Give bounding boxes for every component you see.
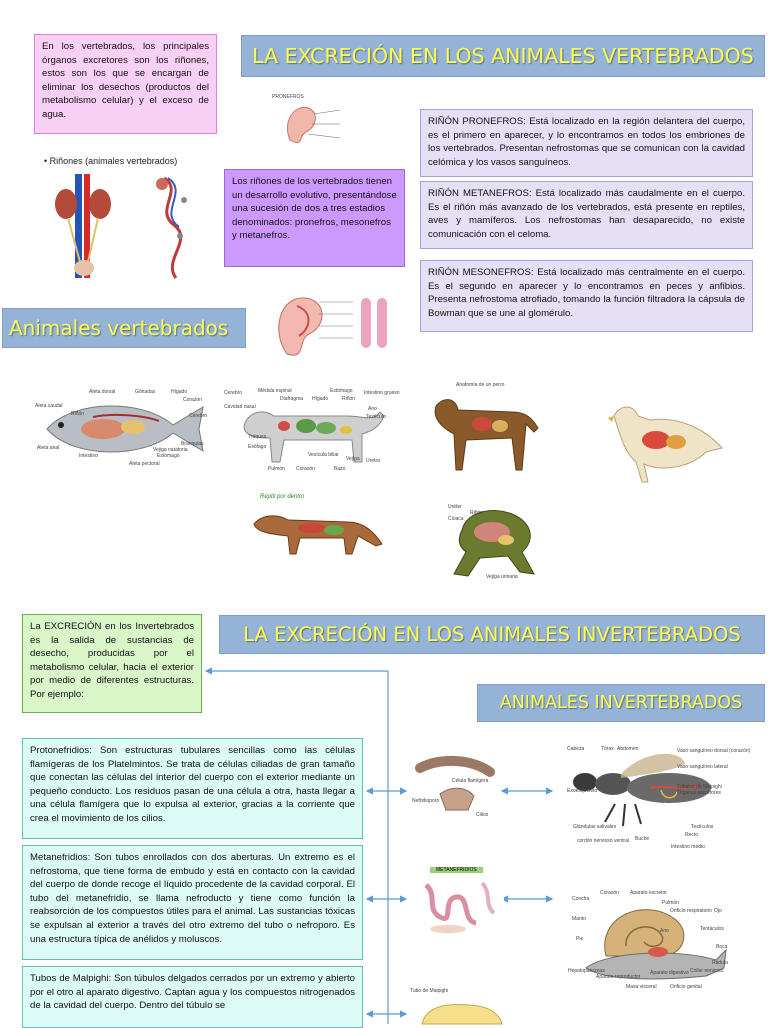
protonefridio-label: Cilios [476, 812, 489, 818]
cat-label: Estómago [330, 388, 353, 394]
invertebrate-title-banner [219, 615, 765, 654]
cat-label: Médula espinal [258, 388, 292, 394]
insect-label: Abdomen [617, 746, 639, 752]
snail-label: Ojo [714, 908, 722, 914]
dog-anatomy-figure [422, 378, 545, 484]
insect-label: Túbulos de Malpighi [677, 784, 722, 790]
dog-caption: Anatomía de un perro [456, 382, 505, 388]
insect-label: Glándulas salivales [573, 824, 617, 830]
cat-label: Cavidad nasal [224, 404, 256, 410]
fish-label: Aleta caudal [35, 403, 63, 409]
malpighi-text: Tubos de Malpighi: Son túbulos delgados cerrados por un extremo y abierto por el otro al aparato digestivo. Captan agua y los compuestos nitrogenados de la cavidad del cuerpo. Dentro del túbulo se [30, 973, 355, 1012]
pronefros-label: PRONEFROS [272, 94, 304, 100]
fish-label: Aleta anal [37, 445, 60, 451]
cat-label: Vesícula biliar [308, 452, 339, 458]
snail-label: Tentáculos [700, 926, 724, 932]
fish-label: Cerebro [189, 413, 208, 419]
snail-label: Aparato excretor [630, 890, 667, 896]
reptile-anatomy-figure [248, 492, 385, 570]
snail-label: Aparato digestivo [650, 970, 689, 976]
malpighi-figure [408, 986, 510, 1024]
cat-label: Pulmón [268, 466, 285, 472]
snail-label: Rádula [712, 960, 728, 966]
cat-label: Vejiga [346, 456, 360, 462]
insect-label: Buche [635, 836, 650, 842]
protonefridio-label: Nefridioporo [412, 798, 440, 804]
insect-label: cordón nervioso ventral [577, 838, 629, 844]
snail-label: Aparato reproductor [596, 974, 641, 980]
evolution-text: Los riñones de los vertebrados tienen un desarrollo evolutivo, presentándose una sucesión de dos a tres estadios denominados: pronefros, mesonefros y metanefros. [232, 176, 397, 242]
frog-label: Cloaca [448, 516, 464, 522]
vertebrate-title-banner [241, 35, 765, 77]
insect-label: Órganos excretores [677, 790, 721, 796]
invertebrate-subtitle: ANIMALES INVERTEBRADOS [499, 693, 743, 713]
metanefridios-text: Metanefridios: Son tubos enrollados con dos aberturas. Un extremo es el nefrostoma, que tiene forma de embudo y está en contacto con la cavidad del cuerpo de donde recoge el líquido procedente de la cavidad corporal. El tubo del metanefridio, se llama nefroducto y tiene como función la reabsorción de los compuestos útiles para el animal. Las sustancias tóxicas se expulsan al exterior a través del otro extremo del tubo o nefroporo. Es una estructura típica de anélidos y moluscos. [30, 852, 355, 945]
fish-anatomy-figure [33, 385, 209, 471]
frog-anatomy-figure [446, 500, 542, 582]
cat-label: Ano [368, 406, 377, 412]
mesonefros-box [420, 260, 753, 332]
insect-label: Tórax [601, 746, 614, 752]
invertebrate-title: LA EXCRECIÓN EN LOS ANIMALES INVERTEBRADOS [243, 623, 741, 646]
malpighi-box [22, 966, 363, 1028]
bird-anatomy-figure [590, 386, 734, 494]
snail-label: Masa visceral [626, 984, 657, 990]
insect-label: Vaso sanguíneo lateral [677, 764, 728, 770]
insect-label: Vaso sanguíneo dorsal (corazón) [677, 748, 751, 754]
snail-label: Boca [716, 944, 728, 950]
pronefros-text: RIÑÓN PRONEFROS: Está localizado en la región delantera del cuerpo, es el primero en aparecer, y lo encontramos en todos los embriones de los vertebrados. Presentan nefrostomas que se comunican con la cavidad celómica y los vasos sanguíneos. [428, 116, 745, 168]
embryo-kidney-figure [257, 284, 411, 370]
cat-label: Tráquea [248, 434, 267, 440]
reptile-caption: Reptil por dentro [260, 494, 305, 500]
fish-label: Gónadas [135, 389, 156, 395]
insect-label: Exoesqueleto [567, 788, 598, 794]
metanefridios-figure [412, 865, 504, 937]
vertebrate-intro-text: En los vertebrados, los principales órganos excretores son los riñones, estos son los que se encargan de eliminar los desechos (productos del metabolismo celular) y el exceso de agua. [42, 41, 209, 121]
kidney-caption: • Riñones (animales vertebrados) [44, 156, 178, 166]
mesonefros-text: RIÑÓN MESONEFROS: Está localizado más centralmente en el cuerpo. Es el segundo en aparecer y lo encontramos en peces y anfibios. Presenta nefrostoma atrofiado, tomando la función filtradora la cápsula de Bowman que se une al glomérulo. [428, 267, 745, 319]
insect-label: Testículos [691, 824, 714, 830]
cat-label: Hígado [312, 396, 329, 402]
insect-anatomy-figure [565, 744, 751, 854]
invertebrate-subtitle-banner [477, 684, 765, 722]
fish-label: Riñón [71, 411, 85, 417]
fish-label: Vejiga natatoria [153, 447, 188, 453]
protonefridio-label: Célula flamígera [452, 778, 489, 784]
frog-label: Vejiga urinaria [486, 574, 518, 580]
fish-label: Branquias [181, 441, 204, 447]
fish-label: Corazón [183, 397, 202, 403]
invertebrate-intro-text: La EXCRECIÓN en los Invertebrados es la salida de sustancias de desecho, producidas por el metabolismo celular, hacia el exterior por medio de diferentes estructuras. Por ejemplo: [30, 621, 194, 701]
fish-label: Intestino [79, 453, 98, 459]
snail-label: Pie [576, 936, 584, 942]
cat-anatomy-figure [222, 386, 400, 476]
vertebrate-subtitle: Animales vertebrados [9, 316, 229, 340]
cat-label: Esófago [248, 444, 267, 450]
snail-label: Concha [572, 896, 590, 902]
frog-label: Uréter [448, 504, 462, 510]
cat-label: Corazón [296, 466, 315, 472]
snail-label: Hepatopáncreas [568, 968, 605, 974]
metanefridios-label: METANEFRIDIOS [430, 867, 483, 873]
vertebrate-subtitle-banner [2, 308, 246, 348]
snail-label: Manto [572, 916, 586, 922]
kidney-caption-text: Riñones (animales vertebrados) [49, 156, 178, 166]
cat-label: Uretra [366, 458, 380, 464]
metanefros-text: RIÑÓN METANEFROS: Está localizado más caudalmente en el cuerpo. Es el riñón más avanzado de los vertebrados, está presente en reptiles, aves y mamíferos. Los nefrostomas han desaparecido, no existe comunicación con el celoma. [428, 188, 745, 240]
evolution-box [224, 169, 405, 267]
insect-label: Cabeza [567, 746, 585, 752]
cat-label: Riñón [342, 396, 356, 402]
protonefridios-text: Protonefridios: Son estructuras tubulares sencillas como las células flamígeras de los Platelmintos. Se trata de células ciliadas de gran tamaño que conectan las células del interior del cuerpo con el exterior mediante un pequeño conducto. Los residuos pasan de una célula a otra, hasta llegar a una célula flamígera que lo expulsa al exterior, gracias a la corriente que crea el movimiento de los cilios. [30, 745, 355, 825]
snail-anatomy-figure [566, 886, 736, 998]
frog-label: Riñón [470, 510, 484, 516]
snail-label: Corazón [600, 890, 619, 896]
insect-label: Recto [685, 832, 699, 838]
kidney-diagram [44, 170, 220, 288]
pronefros-box [420, 109, 753, 177]
cat-label: Intestino grueso [364, 390, 400, 396]
snail-label: Orificio genital [670, 984, 702, 990]
snail-label: Ano [660, 928, 669, 934]
insect-label: Intestino medio [671, 844, 705, 850]
snail-label: Orificio respiratorio [670, 908, 712, 914]
cat-label: Cerebro [224, 390, 243, 396]
snail-label: Collar nervioso [690, 968, 724, 974]
fish-label: Estómago [157, 453, 180, 459]
fish-label: Aleta dorsal [89, 389, 116, 395]
cat-label: Testículo [366, 414, 386, 420]
snail-label: Pulmón [662, 900, 679, 906]
metanefros-box [420, 181, 753, 249]
metanefridios-box [22, 845, 363, 960]
protonefridios-box [22, 738, 363, 839]
fish-label: Hígado [171, 389, 188, 395]
vertebrate-intro-box [34, 34, 217, 134]
malpighi-figure-label: Tubo de Malpighi [410, 988, 449, 994]
fish-label: Aleta pectoral [129, 461, 160, 467]
invertebrate-intro-box [22, 614, 202, 713]
pronefros-embryo-figure [268, 92, 350, 156]
protonefridio-figure [410, 748, 498, 820]
cat-label: Diafragma [280, 396, 304, 402]
vertebrate-title: LA EXCRECIÓN EN LOS ANIMALES VERTEBRADOS [252, 44, 754, 68]
cat-label: Bazo [334, 466, 346, 472]
